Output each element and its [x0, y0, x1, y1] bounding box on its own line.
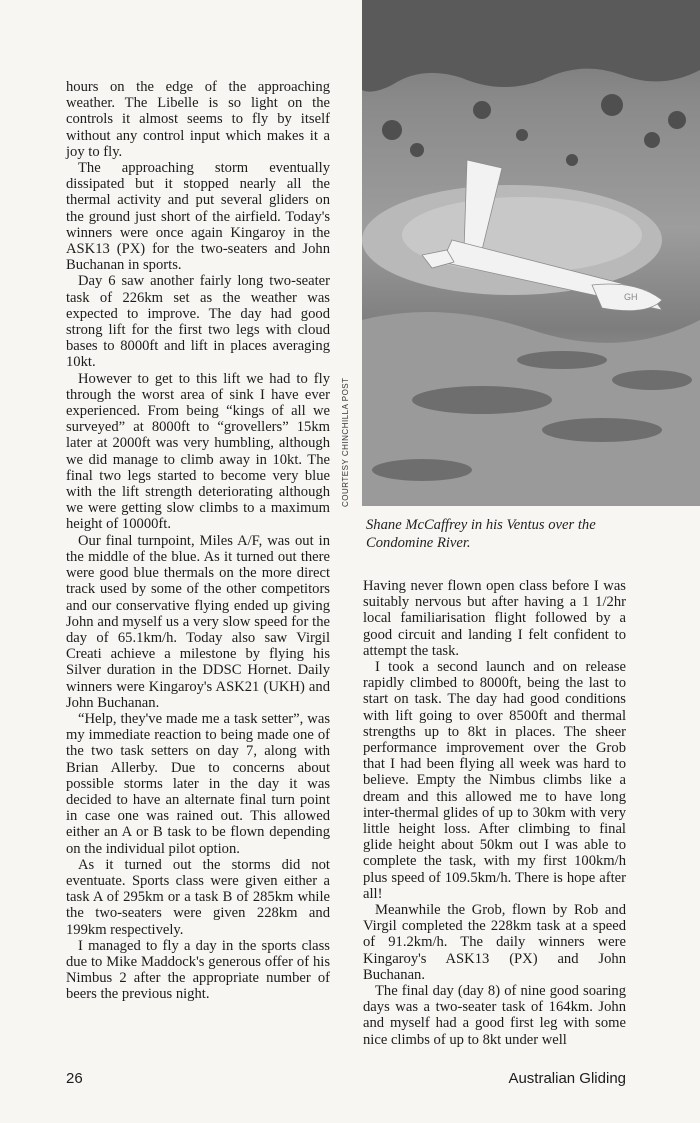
page-number: 26 [66, 1070, 83, 1087]
glider-registration: GH [624, 292, 638, 302]
running-footer: Australian Gliding [508, 1070, 626, 1087]
paragraph: I managed to fly a day in the sports class due to Mike Maddock's generous offer of his Nimbus 2 after the appropriate number of beers the previous night. [66, 937, 330, 1003]
paragraph: The final day (day 8) of nine good soaring days was a two-seater task of 164km. John and myself had a good first leg with some nice climbs of up to 8kt under well [363, 983, 626, 1048]
paragraph: Having never flown open class before I was suitably nervous but after having a 1 1/2hr local familiarisation flight followed by a good circuit and landing I felt confident to attempt the task. [363, 578, 626, 659]
paragraph: hours on the edge of the approaching weather. The Libelle is so light on the controls it almost seems to fly by itself without any control input which makes it a joy to fly. [66, 79, 330, 160]
paragraph: Meanwhile the Grob, flown by Rob and Virgil completed the 228km task at a speed of 91.2km/h. The daily winners were Kingaroy's ASK13 (PX) and John Buchanan. [363, 902, 626, 983]
paragraph: However to get to this lift we had to fly through the worst area of sink I have ever experienced. From being “kings of all we surveyed” at 8000ft to “grovellers” 15km later at 2000ft was very humbling, although we did manage to climb away in 10kt. The final two legs started to become very blue with the lift strength deteriorating although we were getting slow climbs to a maximum height of 10000ft. [66, 370, 330, 533]
paragraph: The approaching storm eventually dissipated but it stopped nearly all the thermal activity and put several gliders on the ground just short of the airfield. Today's winners were once again Kingaroy in the ASK13 (PX) for the two-seaters and John Buchanan in sports. [66, 160, 330, 274]
glider-photo [362, 0, 700, 506]
paragraph: “Help, they've made me a task setter”, was my immediate reaction to being made one of the two task setters on day 7, along with Brian Allerby. Due to concerns about possible storms later in the day it was decided to have an alternate final turn point in case one was rained out. This allowed either an A or B task to be flown depending on the individual pilot option. [66, 710, 330, 857]
paragraph: Our final turnpoint, Miles A/F, was out in the middle of the blue. As it turned out there were good blue thermals on the more direct track used by some of the other competitors and our conservative flying ended up giving John and myself us a very slow speed for the day of 65.1km/h. Today also saw Virgil Creati achieve a milestone by flying his Silver duration in the DDSC Hornet. Daily winners were Kingaroy's ASK21 (UKH) and John Buchanan. [66, 532, 330, 711]
photo-credit: COURTESY CHINCHILLA POST [341, 377, 350, 507]
left-column [66, 79, 330, 1003]
paragraph: Day 6 saw another fairly long two-seater task of 226km set as the weather was expected to improve. The day had good strong lift for the first two legs with cloud bases to 8000ft and lift in places averaging 10kt. [66, 273, 330, 371]
photo-caption: Shane McCaffrey in his Ventus over the Condomine River. [366, 517, 596, 551]
right-column [363, 578, 626, 1048]
paragraph: I took a second launch and on release rapidly climbed to 8000ft, being the last to start on task. The day had good conditions with lift going to over 8500ft and thermal strengths up to 8kt in places. The sheer performance improvement over the Grob that I had been flying all week was hard to believe. Empty the Nimbus climbs like a dream and this allowed me to have long inter-thermal glides of up to 30km with very little height loss. After climbing to final glide height about 50km out I was able to complete the task, with my first 100km/h plus speed of 109.5km/h. There is hope after all! [363, 659, 626, 902]
paragraph: As it turned out the storms did not eventuate. Sports class were given either a task A of 295km or a task B of 285km while the two-seaters were given 228km and 199km respectively. [66, 856, 330, 938]
